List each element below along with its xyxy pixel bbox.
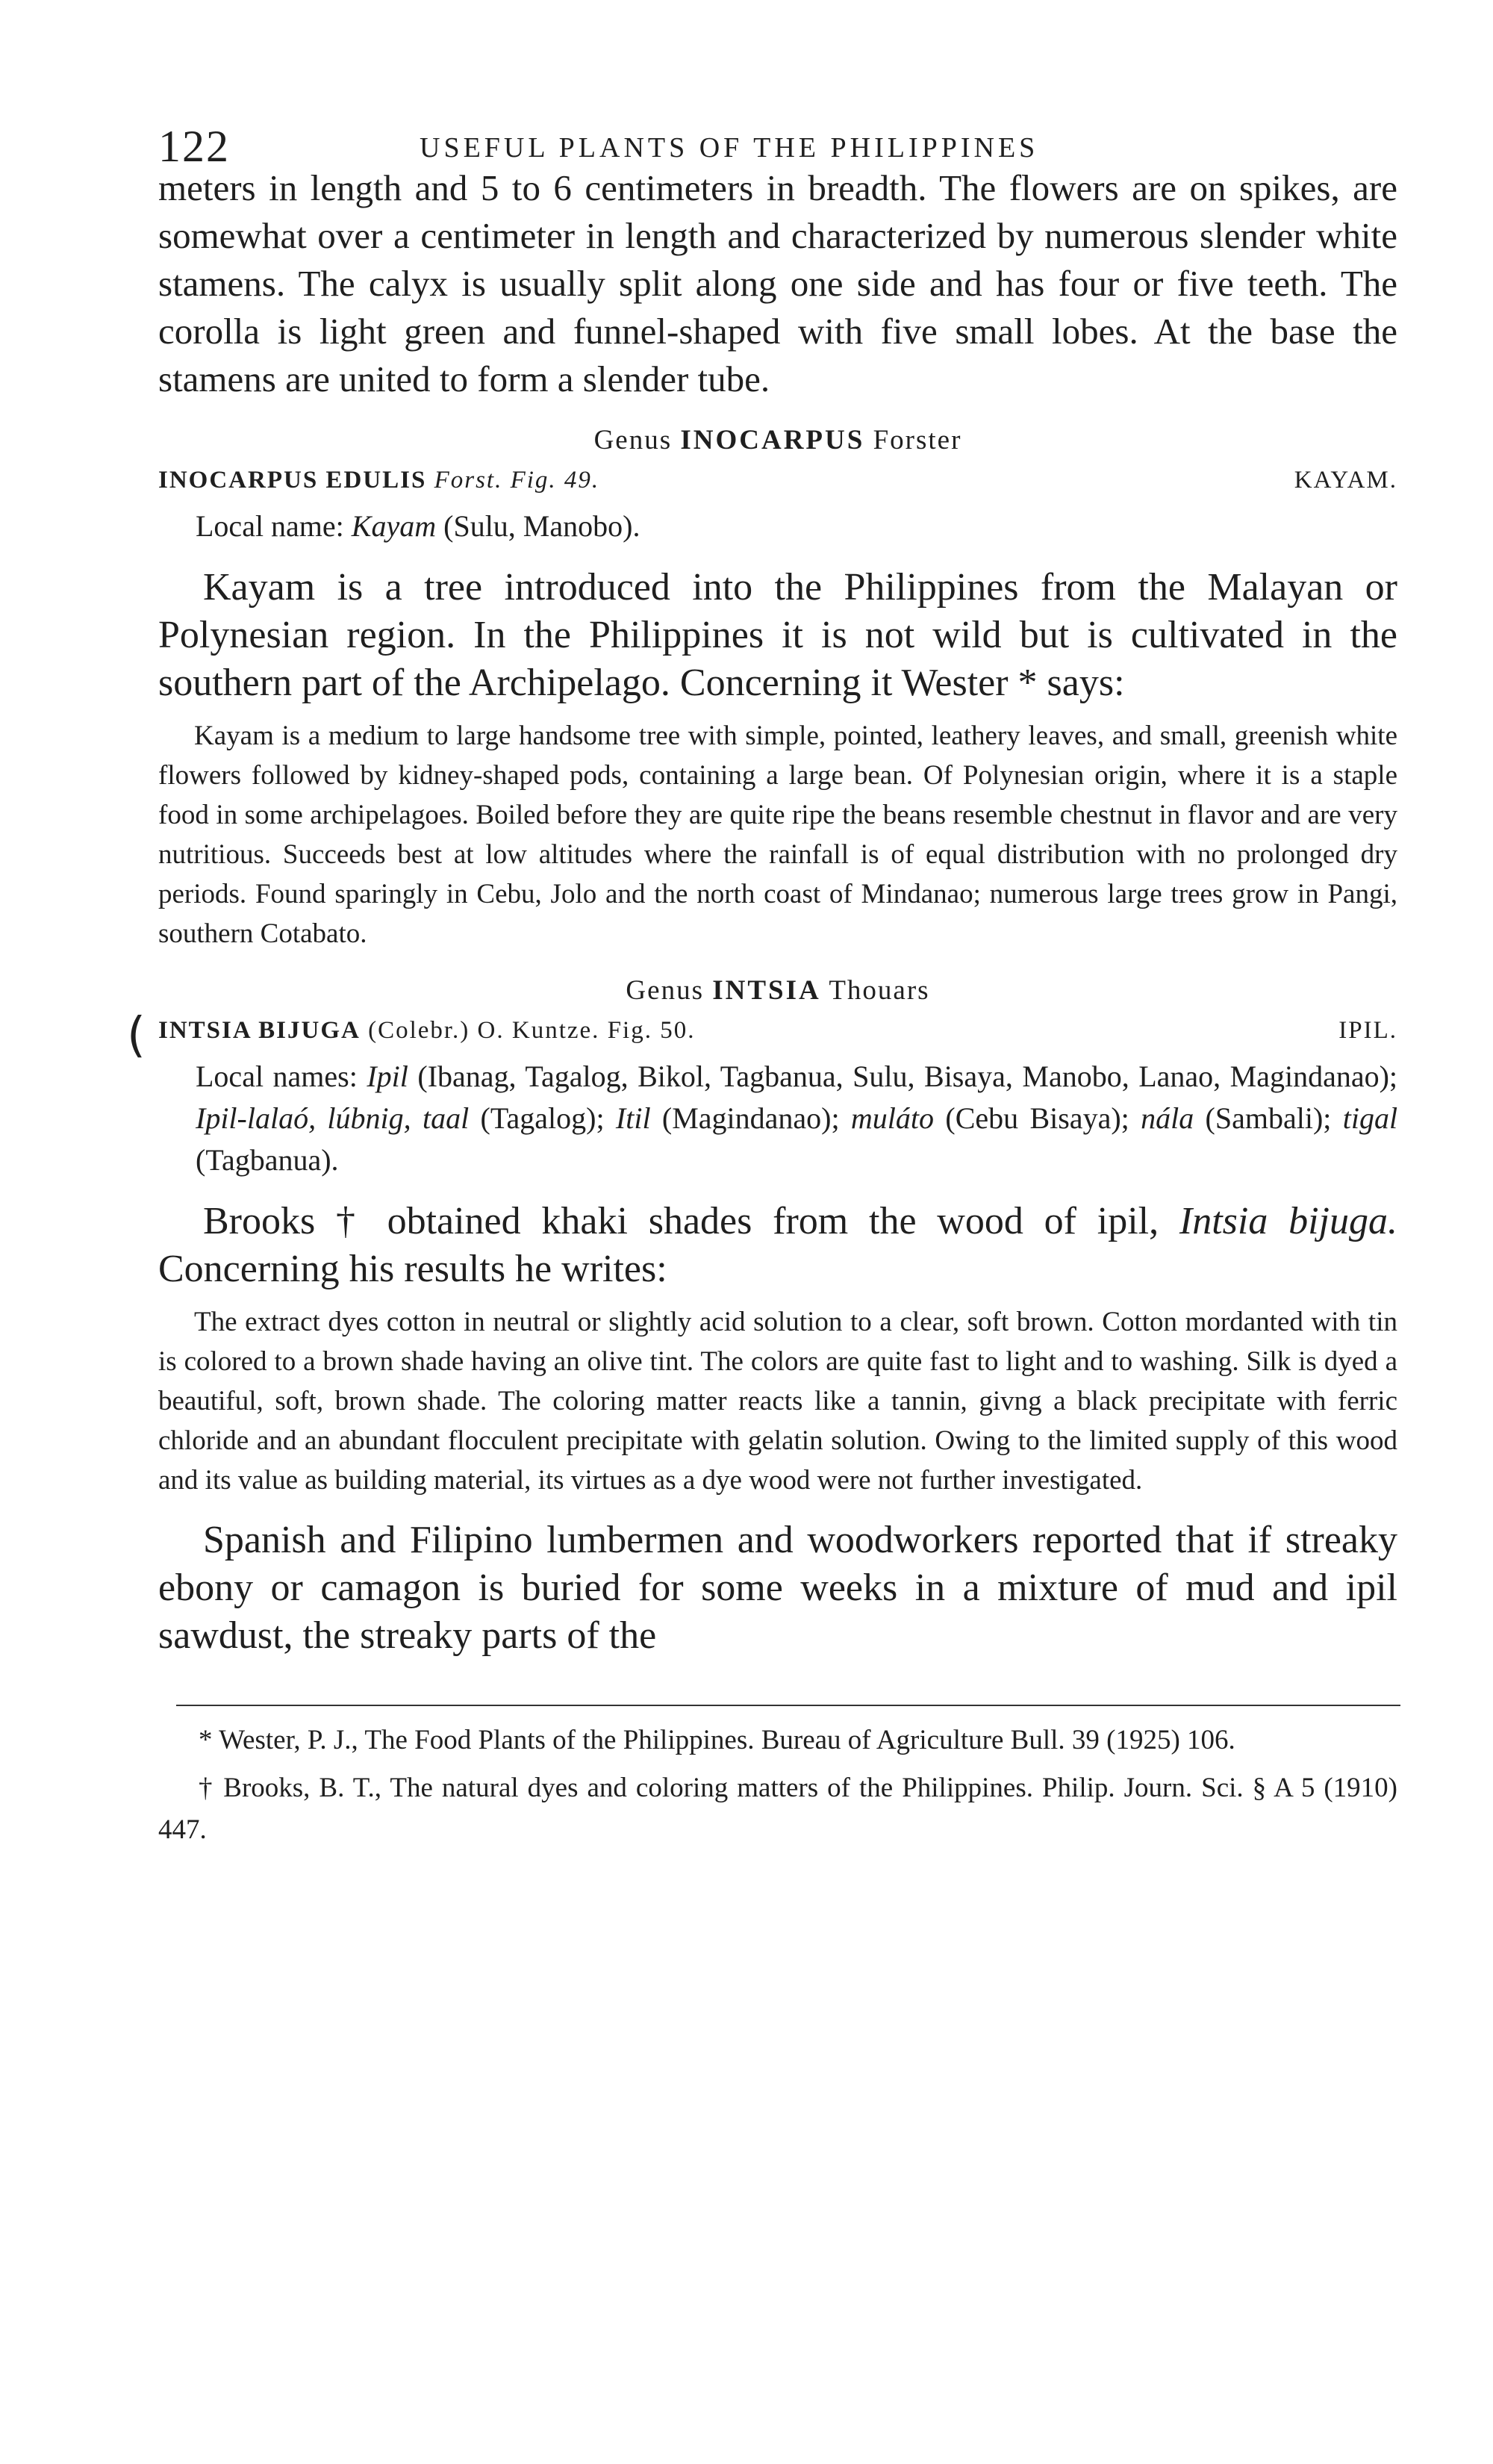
running-head	[158, 105, 1397, 171]
local-names-label: Local names:	[196, 1060, 358, 1093]
running-title: USEFUL PLANTS OF THE PHILIPPINES	[420, 132, 1039, 164]
common-name: IPIL.	[1338, 1017, 1397, 1044]
local-name: tigal	[1342, 1101, 1398, 1135]
local-names-paragraph	[158, 1056, 1397, 1181]
local-name-regions: (Tagalog);	[480, 1101, 605, 1135]
footnote-brooks: † Brooks, B. T., The natural dyes and coloring matters of the Philippines. Philip. Journ. Sci. § A 5 (1910) 447.	[158, 1773, 1397, 1845]
local-name: Ipil	[367, 1060, 408, 1093]
brooks-lead-text: Brooks † obtained khaki shades from the wood of ipil,	[203, 1200, 1159, 1242]
local-name: lúbnig,	[327, 1101, 411, 1135]
local-name: Itil	[615, 1101, 651, 1135]
binomial-name: Intsia bijuga.	[1179, 1200, 1397, 1242]
species-line-inocarpus	[158, 467, 1397, 505]
common-name: KAYAM.	[1294, 467, 1397, 494]
genus-heading-intsia	[158, 974, 1397, 1007]
brooks-lead-text-end: Concerning his results he writes:	[158, 1248, 667, 1290]
local-name-regions: (Sambali);	[1205, 1101, 1332, 1135]
species-name: INTSIA BIJUGA	[158, 1017, 361, 1044]
genus-author: Thouars	[829, 975, 930, 1006]
local-name-regions: (Cebu Bisaya);	[945, 1101, 1129, 1135]
genus-heading-inocarpus	[158, 424, 1397, 456]
local-name-line	[158, 505, 1397, 547]
species-author: Forst.	[434, 467, 503, 494]
kayam-paragraph: Kayam is a tree introduced into the Philippines from the Malayan or Polynesian region. In the Philippines it is not wild but is cultivated in the southern part of the Archipelago. Concerning it Wester * says:	[158, 566, 1397, 704]
book-page	[127, 105, 1398, 1857]
local-name: taal	[422, 1101, 470, 1135]
genus-label: Genus	[626, 975, 704, 1006]
genus-name: INOCARPUS	[680, 425, 865, 455]
local-name: nála	[1141, 1101, 1194, 1135]
page-number: 122	[158, 122, 230, 171]
figure-ref: Fig. 50.	[607, 1017, 696, 1044]
local-name-regions: (Tagbanua).	[196, 1143, 339, 1177]
wester-quote: Kayam is a medium to large handsome tree with simple, pointed, leathery leaves, and small, greenish white flowers followed by kidney-shaped pods, containing a large bean. Of Polynesian origin, where it is a staple food in some archipelagoes. Boiled before they are quite ripe the beans resemble chestnut in flavor and are very nutritious. Succeeds best at low altitudes where the rainfall is of equal distribution with no prolonged dry periods. Found sparingly in Cebu, Jolo and the north coast of Mindanao; numerous large trees grow in Pangi, southern Cotabato.	[158, 721, 1397, 949]
local-name: Ipil-lalaó,	[196, 1101, 317, 1135]
footnote-wester: * Wester, P. J., The Food Plants of the Philippines. Bureau of Agriculture Bull. 39 (1925) 106.	[199, 1725, 1235, 1755]
closing-paragraph: Spanish and Filipino lumbermen and woodworkers reported that if streaky ebony or camagon is buried for some weeks in a mixture of mud and ipil sawdust, the streaky parts of the	[158, 1519, 1397, 1657]
genus-author: Forster	[873, 425, 962, 455]
footnote-divider	[176, 1705, 1400, 1706]
species-line-intsia	[127, 1008, 1397, 1063]
local-name: Kayam	[351, 509, 437, 543]
continuation-paragraph: meters in length and 5 to 6 centimeters in breadth. The flowers are on spikes, are somewhat over a centimeter in length and characterized by numerous slender white stamens. The calyx is usually split along one side and has four or five teeth. The corolla is light green and funnel-shaped with five small lobes. At the base the stamens are united to form a slender tube.	[158, 167, 1397, 399]
species-name: INOCARPUS EDULIS	[158, 467, 427, 494]
local-name-label: Local name:	[196, 509, 344, 543]
local-name-regions: (Sulu, Manobo).	[443, 509, 640, 543]
local-name: muláto	[850, 1101, 935, 1135]
genus-label: Genus	[593, 425, 673, 455]
genus-name: INTSIA	[712, 975, 821, 1006]
species-author: (Colebr.) O. Kuntze.	[368, 1017, 600, 1044]
brooks-quote: The extract dyes cotton in neutral or slightly acid solution to a clear, soft brown. Cotton mordanted with tin is colored to a brown shade having an olive tint. The colors are quite fast to light and to washing. Silk is dyed a beautiful, soft, brown shade. The coloring matter reacts like a tannin, givng a black precipitate with ferric chloride and an abundant flocculent precipitate with gelatin solution. Owing to the limited supply of this wood and its value as building material, its virtues as a dye wood were not further investigated.	[158, 1307, 1397, 1496]
figure-ref: Fig. 49.	[510, 467, 600, 494]
margin-bracket-mark: (	[127, 1008, 147, 1063]
local-name-regions: (Ibanag, Tagalog, Bikol, Tagbanua, Sulu, Bisaya, Manobo, Lanao, Magindanao);	[417, 1060, 1398, 1093]
brooks-paragraph	[158, 1198, 1397, 1293]
local-name-regions: (Magindanao);	[661, 1101, 840, 1135]
